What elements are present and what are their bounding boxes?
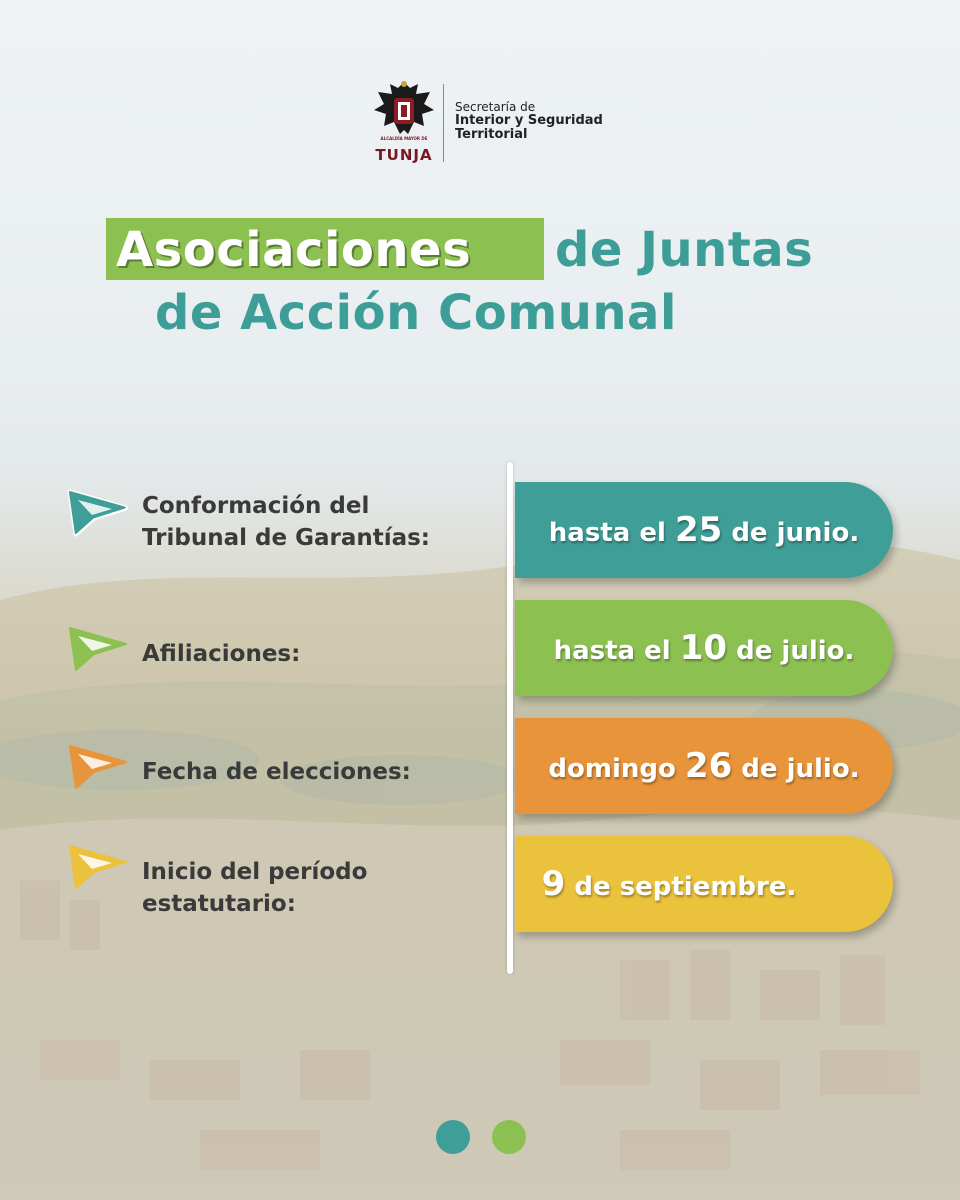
label-line: Inicio del período bbox=[142, 859, 368, 885]
timeline-label-periodo bbox=[142, 856, 367, 920]
timeline-label-elecciones bbox=[142, 756, 411, 788]
date-prefix: hasta el bbox=[548, 518, 675, 548]
department-name bbox=[455, 100, 603, 142]
arrow-pointer-icon bbox=[64, 742, 130, 792]
date-number: 9 bbox=[541, 864, 566, 904]
date-suffix: de julio. bbox=[727, 636, 855, 666]
department-line-2: Interior y Seguridad bbox=[455, 113, 603, 128]
department-line-1: Secretaría de bbox=[455, 100, 536, 114]
date-number: 26 bbox=[684, 746, 733, 786]
date-suffix: de junio. bbox=[722, 518, 860, 548]
title-line-2: de Acción Comunal bbox=[155, 285, 677, 341]
title-highlight-word: Asociaciones bbox=[116, 222, 472, 278]
arrow-pointer-icon bbox=[64, 842, 130, 892]
date-pill-tribunal bbox=[515, 482, 893, 578]
timeline-label-afiliaciones bbox=[142, 638, 300, 670]
department-line-3: Territorial bbox=[455, 127, 528, 142]
label-line: Fecha de elecciones: bbox=[142, 759, 411, 785]
date-pill-afiliaciones bbox=[515, 600, 893, 696]
carousel-dot-1[interactable] bbox=[436, 1120, 470, 1154]
label-line: Afiliaciones: bbox=[142, 641, 301, 667]
timeline-line bbox=[507, 462, 513, 974]
date-suffix: de septiembre. bbox=[565, 872, 797, 902]
date-pill-periodo bbox=[515, 836, 893, 932]
date-text bbox=[515, 628, 893, 668]
date-text bbox=[515, 746, 893, 786]
date-pill-elecciones bbox=[515, 718, 893, 814]
label-line: estatutario: bbox=[142, 891, 296, 917]
date-number: 10 bbox=[679, 628, 728, 668]
logo-caption: ALCALDÍA MAYOR DE bbox=[380, 136, 428, 141]
label-line: Tribunal de Garantías: bbox=[142, 525, 431, 551]
date-text bbox=[515, 864, 823, 904]
logo-city-name: TUNJA bbox=[375, 146, 433, 164]
title-line-1: de Juntas bbox=[555, 222, 814, 278]
date-number: 25 bbox=[674, 510, 723, 550]
date-prefix: hasta el bbox=[553, 636, 680, 666]
date-prefix: domingo bbox=[548, 754, 685, 784]
arrow-pointer-icon bbox=[64, 624, 130, 674]
arrow-pointer-icon bbox=[64, 488, 130, 538]
timeline-label-tribunal bbox=[142, 490, 430, 554]
carousel-dot-2[interactable] bbox=[492, 1120, 526, 1154]
date-suffix: de julio. bbox=[732, 754, 860, 784]
header-divider bbox=[443, 84, 444, 162]
label-line: Conformación del bbox=[142, 493, 370, 519]
date-text bbox=[515, 510, 893, 550]
